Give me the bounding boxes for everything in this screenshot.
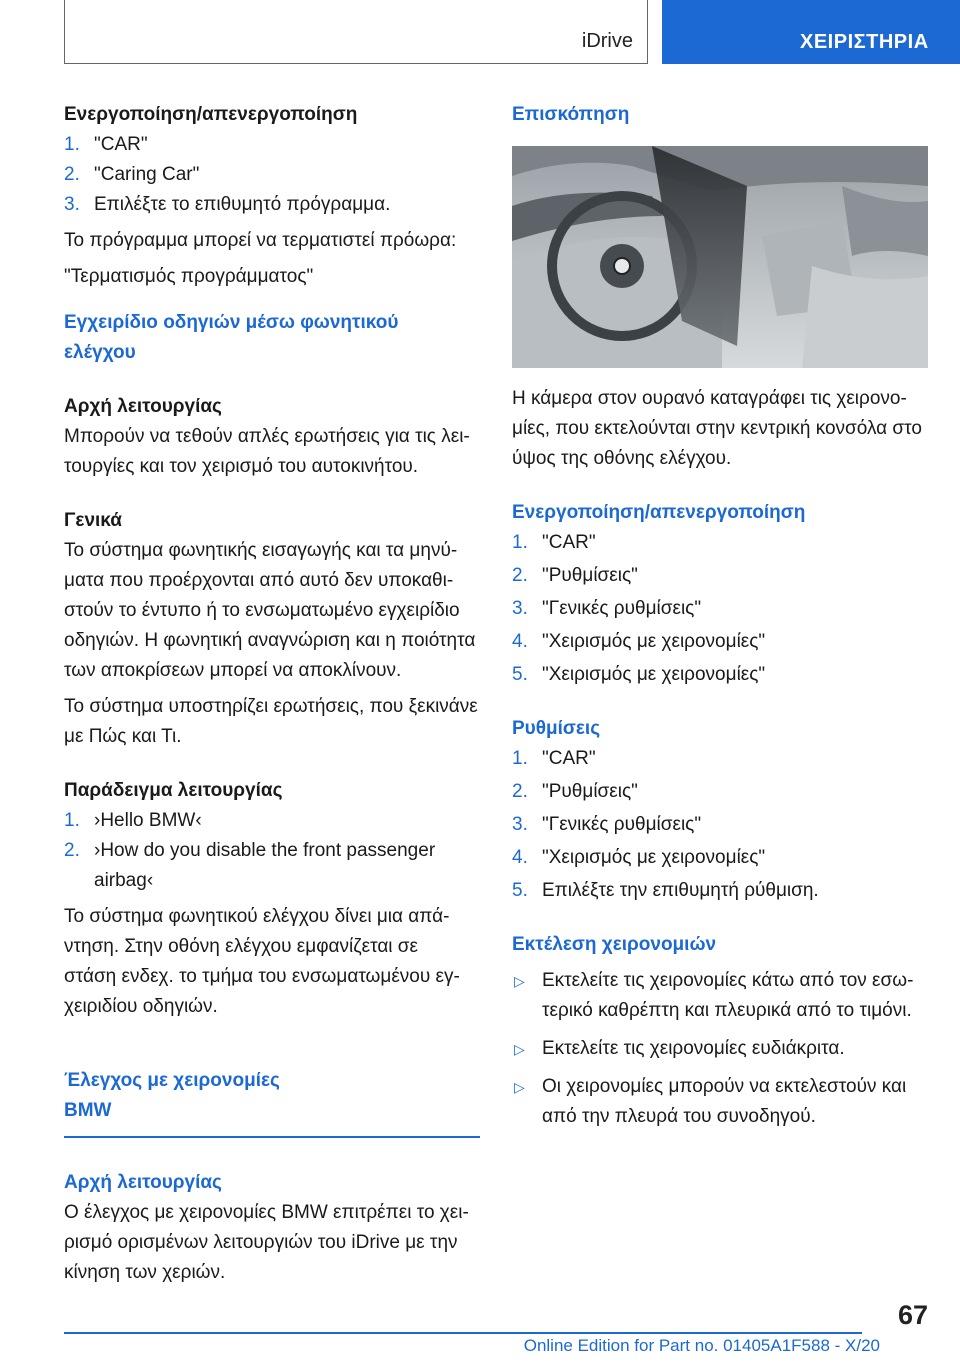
- list-item: 5. "Χειρισμός με χειρονομίες": [512, 660, 928, 690]
- list-item: 2. "Caring Car": [64, 160, 480, 190]
- list-number: 3.: [64, 194, 80, 215]
- body-text: Η κάμερα στον ουρανό καταγράφει τις χειρονο- μίες, που εκτελούνται στην κεντρική κονσόλα στο ύψος της οθόνης ελέγχου.: [512, 388, 922, 469]
- list-number: 2.: [512, 565, 528, 586]
- edition-footer: Online Edition for Part no. 01405A1F588 - X/20: [523, 1336, 880, 1355]
- overview-heading: Επισκόπηση: [512, 104, 630, 125]
- list-item: 1. "CAR": [64, 130, 480, 160]
- list-item: ▷ Οι χειρονομίες μπορούν να εκτελεστούν και από την πλευρά του συνοδηγού.: [512, 1072, 928, 1132]
- header-frame: [64, 0, 648, 64]
- settings-steps: [512, 744, 928, 906]
- list-number: 1.: [64, 134, 80, 155]
- list-item: 2. "Ρυθμίσεις": [512, 561, 928, 591]
- list-item: ▷ Εκτελείτε τις χειρονομίες κάτω από τον εσω- τερικό καθρέπτη και πλευρικά από το τιμόνι.: [512, 966, 928, 1026]
- general-heading: Γενικά: [64, 510, 122, 531]
- example-heading: Παράδειγμα λειτουργίας: [64, 780, 283, 801]
- gesture-camera-illustration: [512, 146, 928, 368]
- body-text: Το σύστημα φωνητικού ελέγχου δίνει μια απά- ντηση. Στην οθόνη ελέγχου εμφανίζεται σε στάση ενδεχ. το τμήμα του ενσωματωμένου εγ- χειριδίου οδηγιών.: [64, 906, 460, 1017]
- list-number: 3.: [512, 598, 528, 619]
- body-text: Ο έλεγχος με χειρονομίες BMW επιτρέπει το χει- ρισμό ορισμένων λειτουργιών του iDrive με την κίνηση των χεριών.: [64, 1201, 469, 1283]
- gesture-control-heading: Έλεγχος με χειρονομίες BMW: [64, 1070, 280, 1121]
- triangle-bullet-icon: ▷: [514, 1079, 525, 1095]
- list-number: 5.: [512, 664, 528, 685]
- page-number: 67: [897, 1300, 928, 1330]
- example-list: [64, 806, 480, 896]
- body-text: Το σύστημα υποστηρίζει ερωτήσεις, που ξεκινάνε με Πώς και Τι.: [64, 696, 478, 747]
- settings-heading: Ρυθμίσεις: [512, 718, 601, 739]
- activation-steps: [64, 130, 480, 220]
- right-activation-heading: Ενεργοποίηση/απενεργοποίηση: [512, 502, 806, 523]
- list-number: 3.: [512, 814, 528, 835]
- list-item: 3. "Γενικές ρυθμίσεις": [512, 594, 928, 624]
- list-number: 1.: [512, 748, 528, 769]
- list-item: ▷ Εκτελείτε τις χειρονομίες ευδιάκριτα.: [512, 1034, 928, 1064]
- list-item: 5. Επιλέξτε την επιθυμητή ρύθμιση.: [512, 876, 928, 906]
- header-section-title: iDrive: [581, 30, 633, 52]
- gesture-principle-heading: Αρχή λειτουργίας: [64, 1171, 222, 1193]
- principle-heading: Αρχή λειτουργίας: [64, 396, 222, 417]
- list-number: 2.: [512, 781, 528, 802]
- list-item: 4. "Χειρισμός με χειρονομίες": [512, 843, 928, 873]
- list-number: 2.: [64, 164, 80, 185]
- perform-gestures-list: [512, 966, 928, 1132]
- list-number: 4.: [512, 631, 528, 652]
- triangle-bullet-icon: ▷: [514, 973, 525, 989]
- list-item: 2. ›How do you disable the front passenger airbag‹: [64, 836, 480, 896]
- list-item: 3. "Γενικές ρυθμίσεις": [512, 810, 928, 840]
- list-item: 1. "CAR": [512, 528, 928, 558]
- body-text: Το πρόγραμμα μπορεί να τερματιστεί πρόωρα:: [64, 230, 457, 251]
- list-number: 5.: [512, 880, 528, 901]
- body-text: "Τερματισμός προγράμματος": [64, 266, 314, 287]
- activation-heading: Ενεργοποίηση/απενεργοποίηση: [64, 104, 358, 125]
- body-text: Το σύστημα φωνητικής εισαγωγής και τα μηνύ- ματα που προέρχονται από αυτό δεν υποκαθι- στούν το έντυπο ή το ενσωματωμένο εγχειρίδιο οδηγιών. Η φωνητική αναγνώριση και η ποιότητα των αποκρίσεων μπορεί να αποκλίνουν.: [64, 540, 476, 681]
- left-column: [64, 100, 480, 1288]
- list-item: 4. "Χειρισμός με χειρονομίες": [512, 627, 928, 657]
- list-item: 2. "Ρυθμίσεις": [512, 777, 928, 807]
- list-number: 2.: [64, 840, 80, 861]
- list-item: 3. Επιλέξτε το επιθυμητό πρόγραμμα.: [64, 190, 480, 220]
- perform-gestures-heading: Εκτέλεση χειρονομιών: [512, 934, 717, 955]
- list-number: 1.: [512, 532, 528, 553]
- header-chapter-tab[interactable]: [662, 0, 960, 64]
- right-column: [512, 100, 928, 1132]
- list-item: 1. ›Hello BMW‹: [64, 806, 480, 836]
- right-activation-steps: [512, 528, 928, 690]
- triangle-bullet-icon: ▷: [514, 1041, 525, 1057]
- list-number: 4.: [512, 847, 528, 868]
- list-item: 1. "CAR": [512, 744, 928, 774]
- header-chapter-label: ΧΕΙΡΙΣΤΗΡΙΑ: [800, 31, 929, 53]
- body-text: Μπορούν να τεθούν απλές ερωτήσεις για τις λει- τουργίες και τον χειρισμό του αυτοκινήτου.: [64, 426, 470, 477]
- list-number: 1.: [64, 810, 80, 831]
- voice-manual-heading: Εγχειρίδιο οδηγιών μέσω φωνητικού ελέγχου: [64, 312, 399, 363]
